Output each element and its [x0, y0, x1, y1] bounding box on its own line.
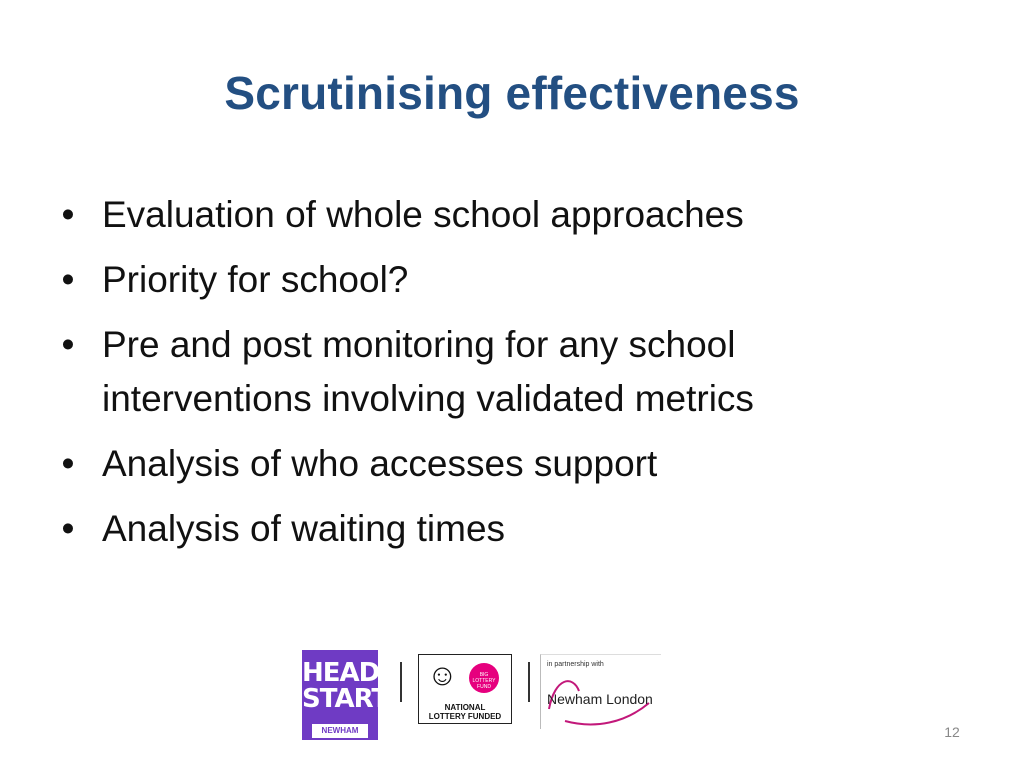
national-lottery-logo [418, 654, 512, 724]
headstart-logo-sub: NEWHAM [312, 724, 368, 738]
logo-strip [300, 648, 720, 744]
bullet-icon: • [61, 324, 75, 365]
headstart-logo-line1: HEAD [302, 658, 380, 688]
bullet-text: Priority for school? [102, 259, 409, 300]
slide-title: Scrutinising effectiveness [224, 67, 800, 119]
bullet-item [58, 437, 958, 491]
page-number: 12 [944, 724, 960, 740]
logo-divider [400, 662, 402, 702]
logo-divider [528, 662, 530, 702]
newham-london-name: Newham London [547, 691, 653, 707]
crossed-fingers-icon: ☺ [427, 659, 458, 692]
bullet-text-continued: interventions involving validated metrics [102, 378, 754, 419]
bullet-item [58, 502, 958, 556]
bullet-text: Evaluation of whole school approaches [102, 194, 744, 235]
bullet-icon: • [61, 443, 75, 484]
lottery-caption [419, 703, 511, 721]
bullet-item [58, 188, 958, 242]
bullet-item [58, 318, 958, 426]
bullet-icon: • [61, 508, 75, 549]
lottery-caption-line2: LOTTERY FUNDED [428, 712, 502, 721]
bullet-list [58, 188, 958, 567]
bullet-text: Pre and post monitoring for any school [102, 324, 736, 365]
bullet-item [58, 253, 958, 307]
headstart-logo [302, 650, 389, 740]
big-lottery-fund-badge: BIG LOTTERY FUND [469, 663, 499, 693]
bullet-text: Analysis of waiting times [102, 508, 506, 549]
bullet-text: Analysis of who accesses support [102, 443, 658, 484]
lottery-caption-line1: NATIONAL [444, 703, 486, 712]
partnership-caption: in partnership with [547, 661, 604, 668]
bullet-icon: • [61, 194, 75, 235]
bullet-icon: • [61, 259, 75, 300]
newham-london-logo [540, 654, 661, 729]
headstart-logo-line2: START [302, 684, 389, 714]
